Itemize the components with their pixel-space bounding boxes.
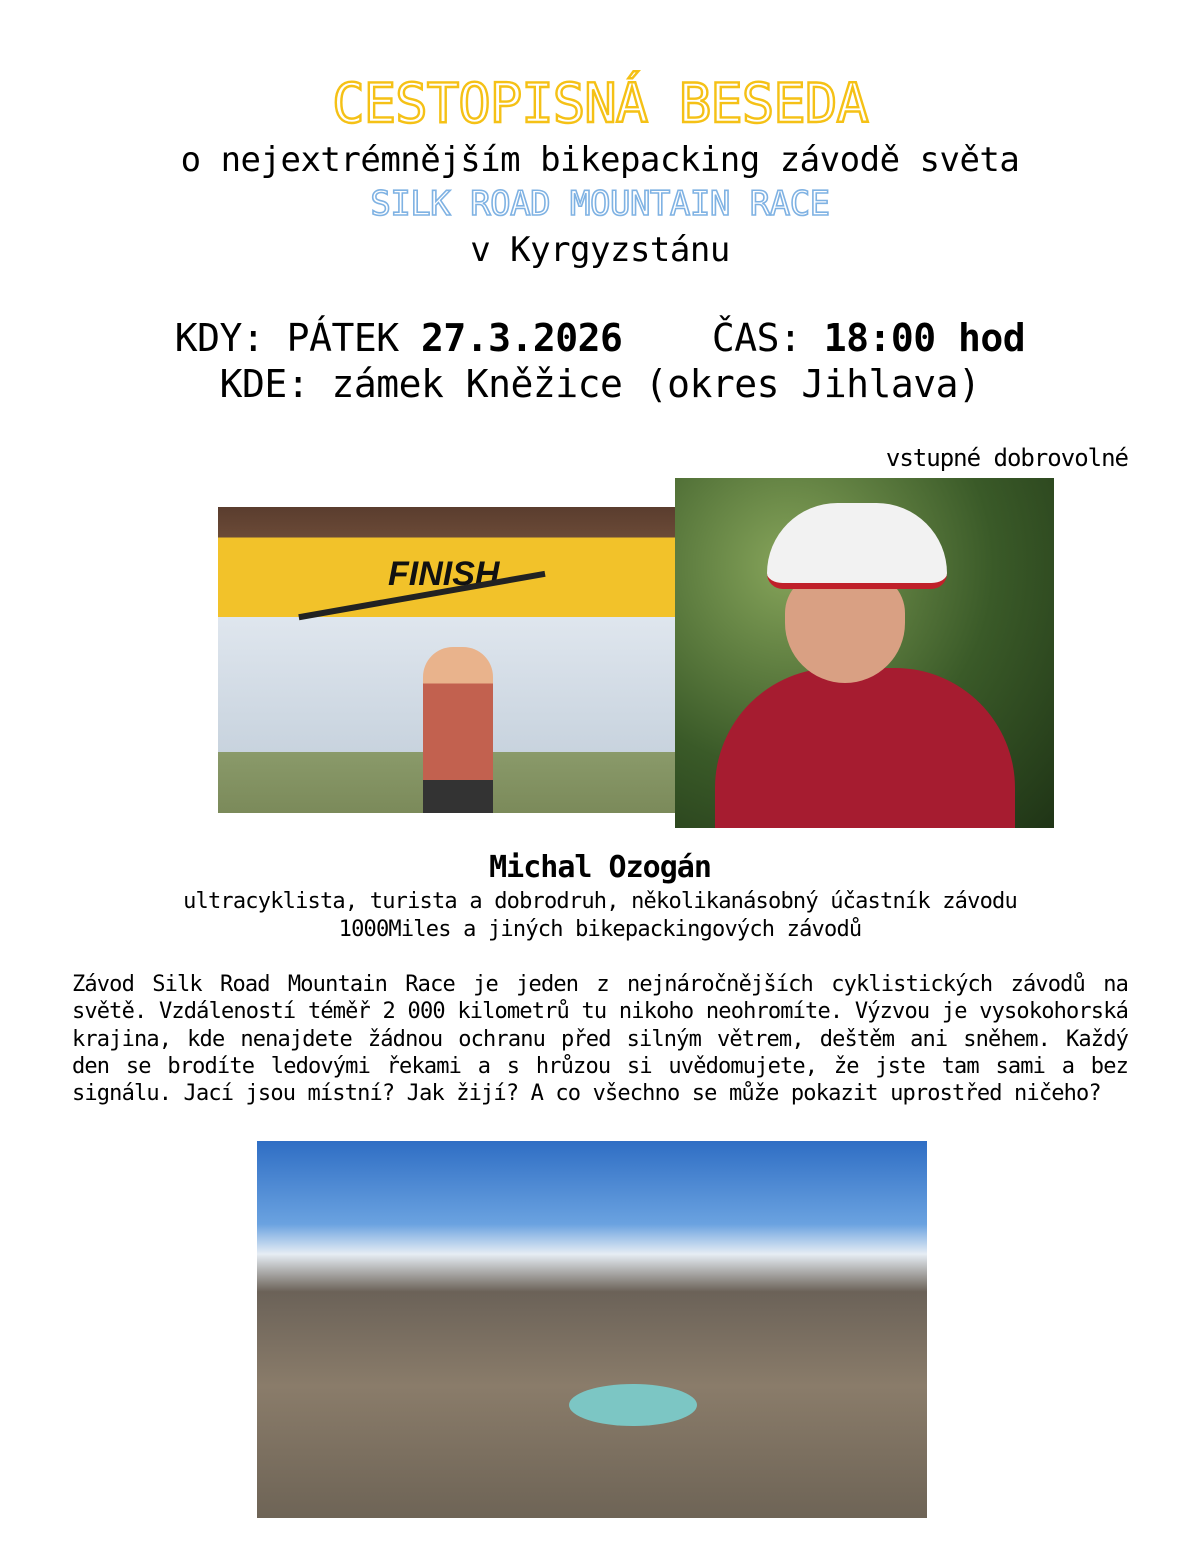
event-description bbox=[72, 971, 1128, 1107]
helmet-shape bbox=[767, 503, 947, 589]
speaker-description-line2: 1000Miles a jiných bikepackingových závodů bbox=[338, 917, 862, 942]
face-shape bbox=[785, 573, 905, 683]
event-date: 27.3.2026 bbox=[420, 316, 623, 360]
finish-banner: FINISH bbox=[388, 555, 500, 593]
speaker-name: Michal Ozogán bbox=[489, 850, 711, 885]
rider-shape bbox=[423, 647, 493, 813]
time-label: ČAS: bbox=[622, 316, 824, 360]
speaker-description-line1: ultracyklista, turista a dobrodruh, několikanásobný účastník závodu bbox=[183, 889, 1017, 914]
speaker-portrait-photo bbox=[675, 478, 1054, 828]
subtitle-line2: v Kyrgyzstánu bbox=[470, 230, 730, 270]
event-when bbox=[0, 316, 1200, 360]
race-name: SILK ROAD MOUNTAIN RACE bbox=[370, 184, 830, 224]
finish-line-photo bbox=[218, 507, 676, 813]
subtitle-line1: o nejextrémnějším bikepacking závodě světa bbox=[180, 140, 1020, 180]
event-time: 18:00 hod bbox=[823, 316, 1026, 360]
event-where: KDE: zámek Kněžice (okres Jihlava) bbox=[219, 362, 981, 406]
entry-fee-note: vstupné dobrovolné bbox=[885, 444, 1128, 472]
when-label: KDY: PÁTEK bbox=[174, 316, 421, 360]
description-text: Závod Silk Road Mountain Race je jeden z nejnáročnějších cyklistických závodů na světě. Vzdáleností téměř 2 000 kilometrů tu nikoho neohromíte. Výzvou je vysokohorská krajina, kde nenajdete žádnou ochranu před silným větrem, deštěm ani sněhem. Každý den se brodíte ledovými řekami a s hrůzou si uvědomujete, že jste tam sami a bez signálu. Jací jsou místní? Jak žijí? A co všechno se může pokazit uprostřed ničeho? bbox=[72, 972, 1128, 1107]
lake-shape bbox=[569, 1384, 697, 1426]
jersey-shape bbox=[715, 668, 1015, 828]
kyrgyzstan-landscape-photo bbox=[257, 1141, 927, 1518]
poster-title: CESTOPISNÁ BESEDA bbox=[332, 72, 868, 135]
